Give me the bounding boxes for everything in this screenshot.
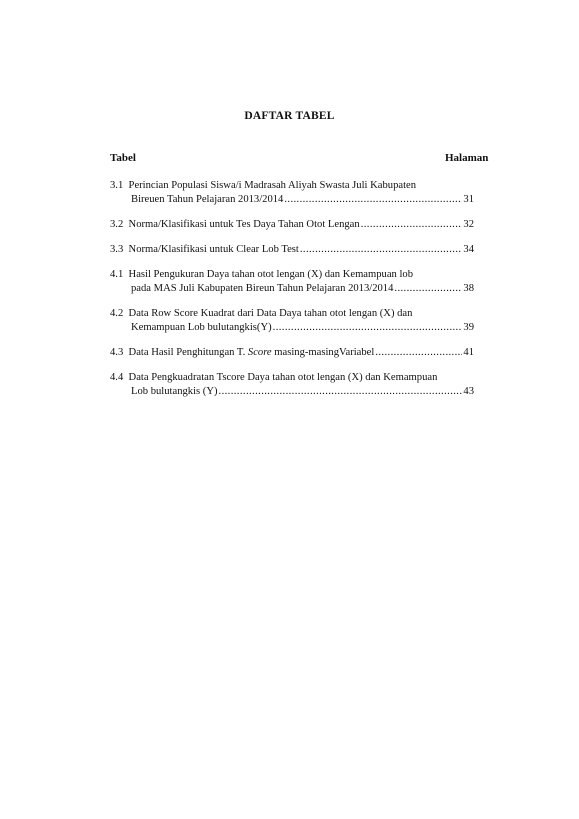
entry-number: 3.1 (110, 180, 124, 191)
entry-page-number: 39 (463, 322, 474, 333)
entry-last-line (110, 385, 474, 399)
entry-last-line (110, 218, 474, 232)
dot-leader (219, 385, 463, 399)
entry-number: 4.1 (110, 269, 124, 280)
table-entry-4-2[interactable] (110, 307, 474, 335)
entry-last-line (110, 346, 474, 360)
dot-leader (361, 218, 463, 232)
dot-leader (375, 346, 462, 360)
entry-title-continued: pada MAS Juli Kabupaten Bireun Tahun Pelajaran 2013/2014 (131, 283, 394, 294)
entry-title: Data Pengkuadratan Tscore Daya tahan otot lengan (X) dan Kemampuan (128, 372, 438, 383)
dot-leader (300, 243, 463, 257)
entry-first-line (110, 179, 474, 193)
entry-number: 4.3 (110, 347, 124, 358)
entry-title-part: Data Hasil Penghitungan T. (128, 347, 248, 358)
table-entry-3-2[interactable] (110, 218, 474, 232)
entry-last-line (110, 321, 474, 335)
entry-number: 4.2 (110, 308, 124, 319)
entry-last-line (110, 282, 474, 296)
entry-page-number: 41 (463, 347, 474, 358)
dot-leader (273, 321, 463, 335)
entry-page-number: 38 (463, 283, 474, 294)
entry-title: Norma/Klasifikasi untuk Clear Lob Test (128, 244, 299, 255)
entry-title-continued: Lob bulutangkis (Y) (131, 386, 218, 397)
entry-number: 4.4 (110, 372, 124, 383)
entry-page-number: 32 (463, 219, 474, 230)
entry-first-line (110, 307, 474, 321)
table-entry-4-3[interactable] (110, 346, 474, 360)
entry-last-line (110, 193, 474, 207)
entry-number: 3.3 (110, 244, 124, 255)
dot-leader (284, 193, 462, 207)
entry-first-line (110, 268, 474, 282)
column-header-table: Tabel (110, 152, 136, 164)
entry-title: Norma/Klasifikasi untuk Tes Daya Tahan Otot Lengan (128, 219, 360, 230)
entry-title-continued: Kemampuan Lob bulutangkis(Y) (131, 322, 272, 333)
entry-title: Hasil Pengukuran Daya tahan otot lengan (X) dan Kemampuan lob (128, 269, 414, 280)
entry-page-number: 43 (463, 386, 474, 397)
table-entry-4-4[interactable] (110, 371, 474, 399)
column-header-page: Halaman (445, 152, 489, 164)
entry-last-line (110, 243, 474, 257)
table-entry-3-1[interactable] (110, 179, 474, 207)
entry-title-continued: Bireuen Tahun Pelajaran 2013/2014 (131, 194, 284, 205)
entry-title: Perincian Populasi Siswa/i Madrasah Aliyah Swasta Juli Kabupaten (128, 180, 417, 191)
entry-first-line (110, 371, 474, 385)
table-list (110, 179, 474, 410)
entry-page-number: 34 (463, 244, 474, 255)
entry-number: 3.2 (110, 219, 124, 230)
table-entry-3-3[interactable] (110, 243, 474, 257)
entry-title-part: masing-masingVariabel (271, 347, 375, 358)
page-title: DAFTAR TABEL (244, 110, 335, 122)
entry-title: Data Row Score Kuadrat dari Data Daya tahan otot lengan (X) dan (128, 308, 413, 319)
entry-page-number: 31 (463, 194, 474, 205)
dot-leader (394, 282, 462, 296)
table-entry-4-1[interactable] (110, 268, 474, 296)
entry-title-italic-part: Score (247, 347, 272, 358)
entry-title (129, 346, 375, 360)
